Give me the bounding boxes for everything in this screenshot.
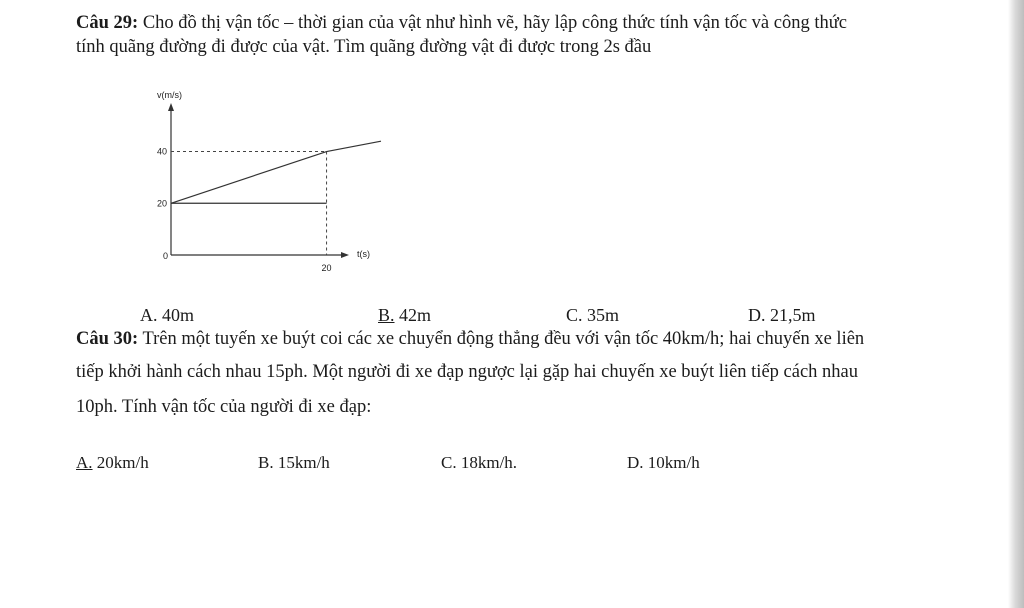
- q29-option-b-text: 42m: [394, 305, 432, 325]
- q29-option-c[interactable]: [566, 304, 619, 326]
- q29-number: Câu 29:: [76, 13, 139, 33]
- q30-option-c-text: 18km/h.: [456, 453, 518, 472]
- q29-line2: tính quãng đường đi được của vật. Tìm quãng đường vật đi được trong 2s đầu: [76, 37, 652, 57]
- q30-option-a[interactable]: [76, 452, 149, 474]
- q30-option-d-text: 10km/h: [643, 453, 700, 472]
- x-axis-label: t(s): [357, 249, 370, 259]
- y-tick-label-40: 40: [156, 146, 167, 157]
- q29-text-line1: Cho đồ thị vận tốc – thời gian của vật như hình vẽ, hãy lập công thức tính vận tốc và công thức: [142, 13, 847, 33]
- q30-option-c[interactable]: [441, 452, 517, 474]
- q30-option-c-letter: C.: [441, 453, 457, 472]
- q30-line2: tiếp khởi hành cách nhau 15ph. Một người đi xe đạp ngược lại gặp hai chuyến xe buýt liên tiếp cách nhau: [76, 362, 858, 382]
- x-axis-arrow: [341, 252, 349, 258]
- q29-option-a-letter: A.: [140, 305, 158, 325]
- q29-line1: [76, 12, 847, 34]
- q30-option-a-letter: A.: [76, 453, 93, 472]
- y-tick-label-20: 20: [156, 198, 167, 209]
- x-tick-label-0: 0: [162, 251, 168, 261]
- x-tick-label-20: 20: [321, 263, 332, 273]
- q29-option-b-letter: B.: [378, 305, 395, 325]
- q30-option-a-text: 20km/h: [92, 453, 149, 472]
- velocity-line: [171, 141, 381, 203]
- q29-option-d[interactable]: [748, 304, 816, 326]
- q30-option-b-letter: B.: [258, 453, 274, 472]
- q30-option-b-text: 15km/h: [273, 453, 330, 472]
- q29-option-a[interactable]: [140, 304, 194, 326]
- q30-line1: [76, 328, 864, 350]
- q30-number: Câu 30:: [76, 329, 139, 349]
- page-edge-shadow: [1008, 0, 1024, 608]
- q29-option-d-text: 21,5m: [765, 305, 816, 325]
- q30-option-b[interactable]: [258, 452, 330, 474]
- q30-text-line1: Trên một tuyến xe buýt coi các xe chuyển động thẳng đều với vận tốc 40km/h; hai chuyến xe liên: [142, 329, 865, 349]
- q30-option-d-letter: D.: [627, 453, 644, 472]
- velocity-time-chart: [140, 80, 400, 280]
- q29-option-d-letter: D.: [748, 305, 766, 325]
- y-axis-arrow: [168, 103, 174, 111]
- q29-option-b[interactable]: [378, 304, 431, 326]
- q29-option-a-text: 40m: [157, 305, 195, 325]
- y-axis-label: v(m/s): [157, 90, 182, 100]
- q29-option-c-text: 35m: [582, 305, 620, 325]
- q30-option-d[interactable]: [627, 452, 700, 474]
- q29-option-c-letter: C.: [566, 305, 583, 325]
- q30-line3: 10ph. Tính vận tốc của người đi xe đạp:: [76, 397, 372, 417]
